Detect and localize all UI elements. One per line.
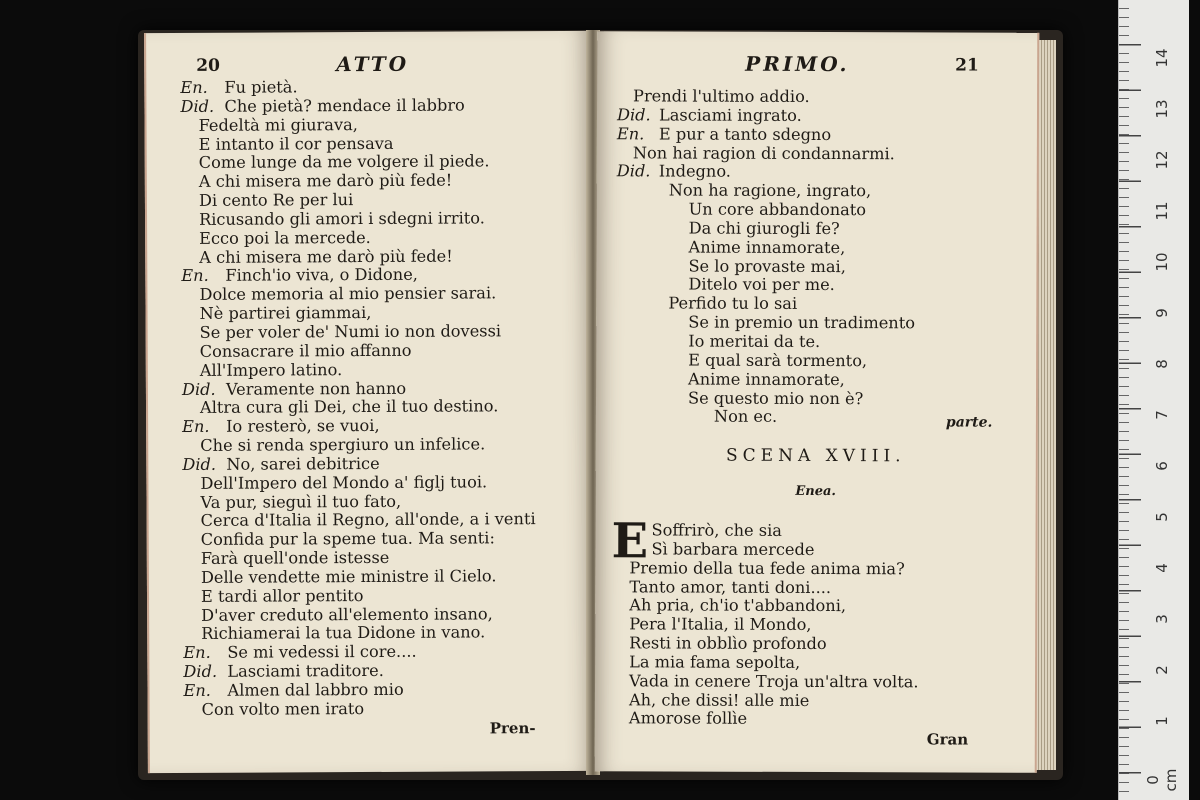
speaker-label: En. (181, 266, 209, 286)
right-running-head: PRIMO. (745, 51, 850, 77)
text-line (148, 454, 591, 475)
speaker-label: En. (180, 77, 208, 97)
verse-text: Cerca d'Italia il Regno, all'onde, a i venti (200, 509, 536, 531)
speaker-label: En. (616, 123, 645, 144)
verse-text: Non ha ragione, ingrato, (668, 180, 872, 201)
verse-text: Confida pur la speme tua. Ma senti: (200, 528, 495, 550)
text-line (148, 397, 591, 418)
text-line (148, 473, 591, 494)
verse-text: Lasciami traditore. (227, 661, 384, 681)
text-line (597, 238, 1037, 258)
text-line (147, 133, 590, 154)
verse-text: Fedeltà mi giurava, (198, 114, 358, 135)
measuring-ruler (1118, 0, 1189, 800)
ruler-number: 5 (1153, 512, 1171, 522)
text-line (147, 265, 590, 286)
text-line (148, 416, 591, 437)
verse-text: All'Impero latino. (199, 359, 343, 380)
text-line (146, 96, 589, 117)
monologue-line: La mia fama sepolta, (629, 652, 801, 672)
verse-text: A chi misera me darò più fede! (199, 246, 453, 267)
verse-text: Se lo provaste mai, (688, 256, 846, 276)
text-line (148, 378, 591, 399)
verse-text: Non ec. (713, 406, 778, 427)
text-line (597, 219, 1037, 239)
monologue-line: Pera l'Italia, il Mondo, (629, 614, 812, 635)
verse-text: Se questo mio non è? (687, 388, 864, 408)
verse-text: Dolce memoria al mio pensier sarai. (199, 283, 497, 305)
verse-text: Come lunge da me volgere il piede. (198, 151, 490, 173)
verse-text: Perfido tu lo sai (668, 293, 798, 314)
text-line (597, 181, 1037, 201)
text-line (149, 642, 592, 663)
ruler-number: 4 (1153, 563, 1171, 573)
verse-text: Se in premio un tradimento (688, 312, 916, 333)
text-line (148, 322, 591, 343)
text-line (596, 313, 1036, 333)
text-line (147, 228, 590, 249)
speaker-label: Did. (616, 161, 651, 181)
text-line (147, 284, 590, 305)
verse-text: Prendi l'ultimo addio. (633, 86, 810, 106)
verse-text: Con volto men irato (201, 698, 365, 719)
verse-text: Ecco poi la mercede. (199, 227, 371, 248)
verse-text: Delle vendette mie ministre il Cielo. (200, 566, 497, 587)
text-line (149, 680, 592, 701)
monologue-line: Soffrirò, che sia (651, 520, 782, 540)
ruler-number: 9 (1153, 308, 1171, 318)
verse-text: Consacrare il mio affanno (199, 340, 412, 361)
right-page-text (596, 86, 1037, 431)
ruler-number: 13 (1153, 99, 1171, 119)
text-line (596, 389, 1036, 409)
right-page (595, 31, 1040, 773)
verse-text: Veramente non hanno (225, 378, 407, 399)
text-line (147, 246, 590, 267)
verse-text: Nè partirei giammai, (199, 303, 372, 324)
right-catchword: Gran (926, 730, 969, 749)
text-line (149, 510, 592, 531)
verse-text: Ditelo voi per me. (688, 274, 835, 295)
text-line (596, 257, 1036, 277)
ruler-number: 10 (1153, 252, 1171, 272)
monologue-line: Ah pria, ch'io t'abbandoni, (629, 595, 847, 616)
text-line (147, 152, 590, 173)
text-line (596, 370, 1036, 390)
speaker-label: En. (183, 643, 211, 663)
exit-note: parte. (945, 414, 993, 431)
left-running-head: ATTO (336, 51, 410, 77)
verse-text: Fu pietà. (224, 77, 298, 97)
verse-text: Io meritai da te. (688, 331, 821, 351)
verse-text: No, sarei debitrice (226, 453, 380, 474)
verse-text: Anime innamorate, (688, 237, 846, 257)
text-line (148, 435, 591, 456)
verse-text: Altra cura gli Dei, che il tuo destino. (199, 396, 499, 418)
text-line (147, 209, 590, 230)
verse-text: Ricusando gli amori i sdegni irrito. (198, 208, 485, 229)
ruler-number: 2 (1153, 665, 1171, 675)
monologue-line: Premio della tua fede anima mia? (629, 558, 905, 578)
ruler-number: 1 (1153, 716, 1171, 726)
verse-text: Un core abbandonato (688, 199, 867, 220)
speaker-label: Did. (616, 105, 651, 125)
left-page (144, 31, 593, 773)
text-line (149, 661, 592, 682)
text-line (597, 125, 1037, 145)
monologue-line: Tanto amor, tanti doni.... (629, 576, 832, 597)
ruler-number: 7 (1153, 410, 1171, 420)
verse-text: Io resterò, se vuoi, (226, 416, 380, 436)
monologue-line: Amorose follìe (628, 708, 748, 729)
verse-text: Di cento Re per lui (198, 190, 354, 210)
text-line (596, 276, 1036, 296)
text-line (597, 163, 1037, 183)
verse-text: Richiamerai la tua Didone in vano. (201, 622, 486, 644)
verse-text: E tardi allor pentito (200, 585, 364, 606)
verse-text: E qual sarà tormento, (688, 350, 868, 370)
scene-title: SCENA XVIII. (725, 445, 906, 467)
verse-text: E intanto il cor pensava (198, 133, 394, 154)
text-line (148, 341, 591, 362)
ruler-number: 14 (1153, 48, 1171, 68)
verse-text: Almen dal labbro mio (227, 679, 404, 700)
text-line (146, 77, 589, 98)
speaker-label: Did. (182, 454, 217, 474)
drop-cap: E (611, 513, 649, 570)
ruler-number: 6 (1153, 461, 1171, 471)
ruler-number: 0 cm (1144, 768, 1180, 792)
text-line (149, 623, 592, 644)
speaker-label: En. (183, 680, 211, 700)
verse-text: Lasciami ingrato. (658, 105, 802, 125)
verse-text: Non hai ragion di condannarmi. (632, 142, 895, 163)
verse-text: Dell'Impero del Mondo a' figlj tuoi. (200, 472, 488, 493)
monologue-line: Sì barbara mercede (651, 539, 815, 559)
text-line (149, 567, 592, 588)
ruler-number: 12 (1153, 150, 1171, 170)
verse-text: Anime innamorate, (688, 369, 845, 389)
speaker-label: En. (182, 417, 210, 437)
monologue-line: Ah, che dissi! alle mie (628, 689, 810, 710)
text-line (150, 699, 593, 720)
text-line (147, 115, 590, 136)
text-line (597, 200, 1037, 220)
verse-text: Da chi giurogli fe? (688, 218, 840, 238)
ruler-ticks (1119, 0, 1141, 800)
text-line (597, 106, 1037, 126)
speaker-label: Did. (180, 96, 215, 116)
verse-text: Che pietà? mendace il labbro (224, 95, 465, 116)
verse-text: E pur a tanto sdegno (658, 124, 832, 144)
left-page-text (146, 77, 592, 720)
text-line (149, 604, 592, 625)
text-line (149, 529, 592, 550)
verse-text: A chi misera me darò più fede! (198, 170, 453, 192)
ruler-number: 3 (1153, 614, 1171, 624)
right-page-number: 21 (955, 55, 979, 76)
verse-text: Va pur, sieguì il tuo fato, (200, 491, 402, 512)
speaker-label: Did. (183, 661, 218, 682)
text-line (148, 359, 591, 380)
text-line (596, 332, 1036, 352)
page-edges (1036, 40, 1056, 770)
text-line (596, 351, 1036, 371)
text-line (147, 303, 590, 324)
text-line (147, 171, 590, 192)
monologue-line: Vada in cenere Troja un'altra volta. (628, 671, 919, 692)
text-line (149, 548, 592, 569)
speaker-label: Did. (181, 379, 216, 399)
text-line (596, 295, 1036, 315)
monologue-text (595, 513, 1036, 730)
text-line (149, 586, 592, 607)
verse-text: Finch'io viva, o Didone, (225, 265, 418, 286)
ruler-number: 11 (1153, 201, 1171, 221)
verse-text: Se per voler de' Numi io non dovessi (199, 321, 502, 342)
left-catchword: Pren- (489, 719, 536, 738)
verse-text: Se mi vedessi il core.... (227, 642, 417, 663)
right-page-header (597, 51, 1037, 83)
verse-text: D'aver creduto all'elemento insano, (201, 603, 493, 625)
verse-text: Indegno. (658, 161, 731, 182)
verse-text: Farà quell'onde istesse (200, 547, 390, 568)
verse-text: Che si renda spergiuro un infelice. (200, 434, 486, 455)
left-page-number: 20 (196, 55, 220, 76)
text-line (147, 190, 590, 211)
monologue-line: Resti in obblìo profondo (629, 633, 827, 654)
scene-character: Enea. (795, 483, 837, 500)
ruler-number: 8 (1153, 359, 1171, 369)
